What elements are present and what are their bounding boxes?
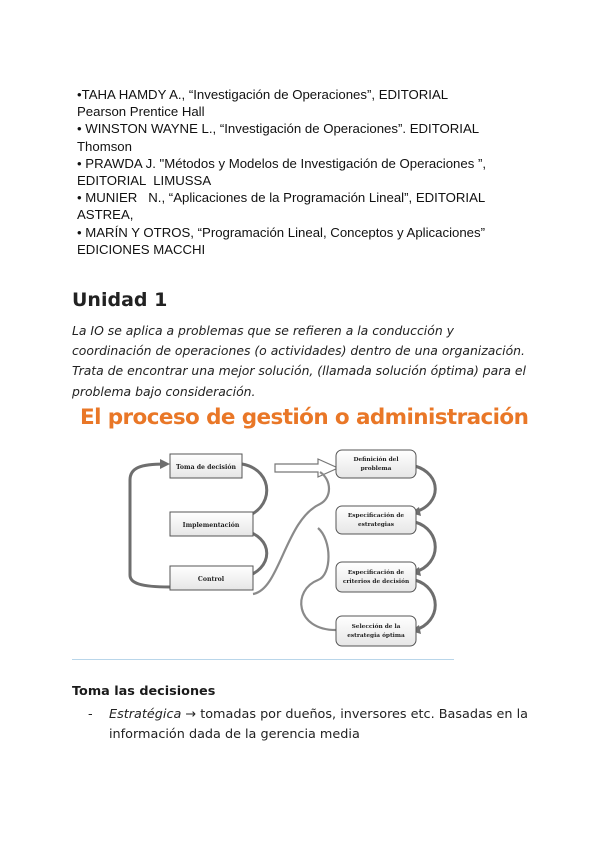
connector-right-to-left [301, 528, 336, 630]
reference-line: • WINSTON WAYNE L., “Investigación de Operaciones”. EDITORIAL [77, 121, 480, 137]
management-process-diagram [70, 440, 460, 655]
box-label: criterios de decisión [342, 579, 410, 585]
reference-line: •TAHA HAMDY A., “Investigación de Operaciones”, EDITORIAL [77, 87, 449, 102]
box-label: problema [360, 466, 392, 472]
bibliography-list [77, 86, 547, 258]
intro-line: Trata de encontrar una mejor solución, (llamada solución óptima) para el [72, 363, 526, 379]
box-label: Implementación [182, 522, 240, 529]
loop-arrow-3 [415, 466, 435, 512]
decisions-heading: Toma las decisiones [72, 684, 216, 699]
arrow-glyph: → [185, 707, 197, 722]
loop-arrow-1 [242, 464, 267, 518]
box-label: Especificación de [347, 570, 405, 576]
bullet-term: Estratégica [109, 707, 182, 722]
box-label: Especificación de [347, 513, 405, 519]
decision-bullet [88, 705, 543, 745]
reference-line: Pearson Prentice Hall [77, 104, 205, 120]
figure-title: El proceso de gestión o administración [80, 405, 529, 430]
flow-box-selection [336, 616, 416, 646]
loop-arrow-4 [415, 522, 435, 572]
intro-line: La IO se aplica a problemas que se refieren a la conducción y [72, 323, 454, 338]
reference-line: EDITORIAL LIMUSSA [77, 173, 212, 189]
unit-intro-paragraph [72, 321, 542, 402]
flow-box-strategies [336, 506, 416, 534]
box-label: estrategias [357, 522, 395, 528]
reference-line: • PRAWDA J. "Métodos y Modelos de Investigación de Operaciones ”, [77, 155, 487, 171]
box-label: Toma de decisión [176, 464, 236, 471]
flow-box-criteria [336, 562, 416, 592]
box-label: Control [197, 576, 225, 583]
dash-marker: - [88, 707, 93, 722]
unit-heading: Unidad 1 [72, 289, 168, 311]
connector-left-to-right [253, 472, 329, 594]
box-label: estrategia óptima [347, 633, 405, 639]
flow-box-define-problem [336, 450, 416, 478]
hollow-arrow [275, 459, 338, 477]
intro-line: coordinación de operaciones (o actividades) dentro de una organización. [72, 343, 525, 359]
box-label: Definición del [353, 457, 399, 463]
feedback-arrow [130, 464, 170, 587]
figure-divider [72, 659, 454, 660]
reference-line: • MUNIER N., “Aplicaciones de la Programación Lineal”, EDITORIAL [77, 190, 486, 206]
reference-line: • MARÍN Y OTROS, “Programación Lineal, Conceptos y Aplicaciones” [77, 224, 485, 240]
reference-line: EDICIONES MACCHI [77, 241, 206, 257]
box-label: Selección de la [351, 624, 401, 630]
bullet-text: tomadas por dueños, inversores etc. Basadas en la información dada de la gerencia media [109, 707, 528, 742]
reference-line: ASTREA, [77, 207, 134, 223]
intro-line: problema bajo consideración. [72, 383, 256, 399]
reference-line: Thomson [77, 138, 132, 154]
loop-arrow-5 [415, 580, 435, 630]
